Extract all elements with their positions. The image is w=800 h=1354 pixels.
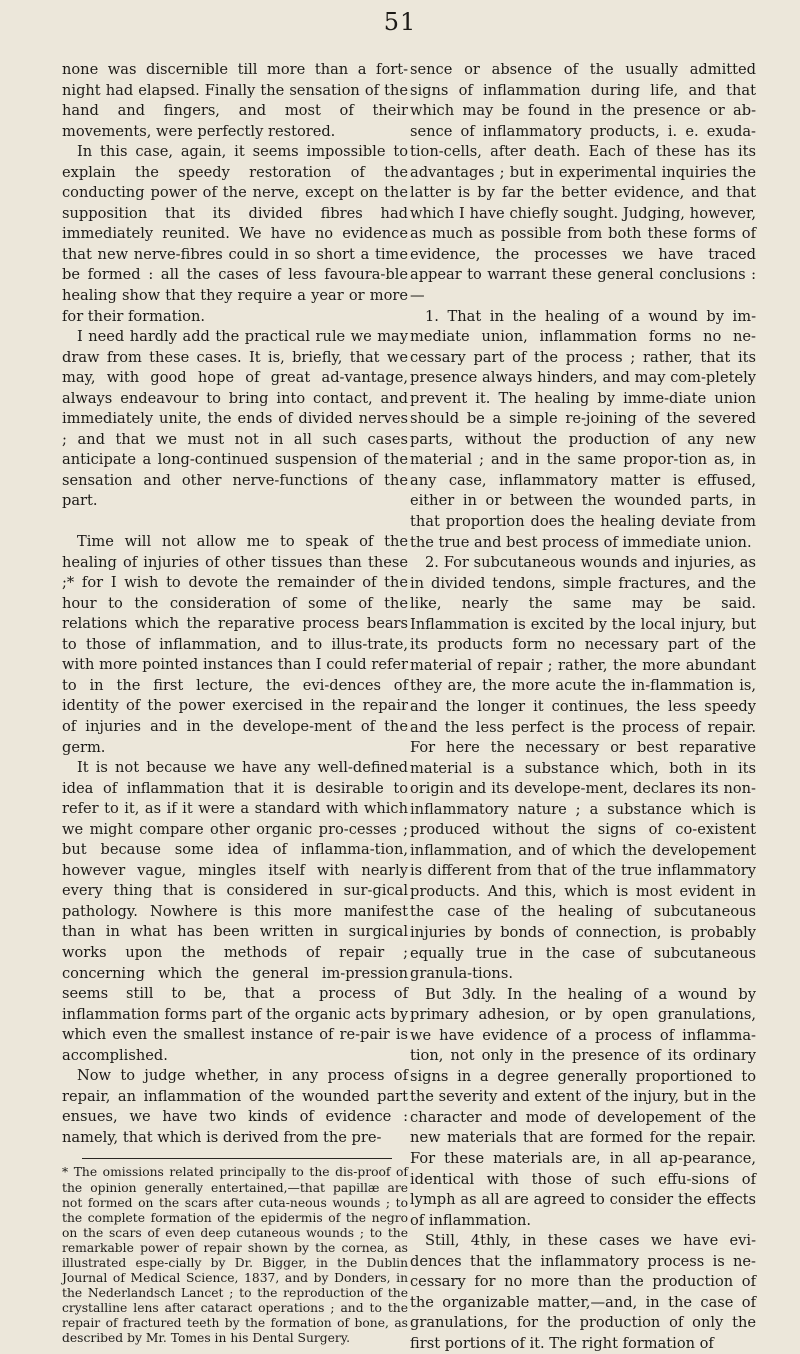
right-column xyxy=(410,60,756,1354)
footnote-divider xyxy=(82,1158,392,1159)
page-number: 51 xyxy=(383,8,417,36)
paragraph: 2. For subcutaneous wounds and injuries, as in divided tendons, simple fractures, and the like, nearly the same may be said. Inflammation is excited by the local injury, but its products form no necessary part of the material of repair ; rather, the more abundant they are, the more acute the in-flammation is, and the longer it continues, the less speedy and the less perfect is the process of repair. For here the necessary or best reparative material is a substance which, both in its origin and its develope-ment, declares its non-inflammatory nature ; a substance which is produced without the signs of co-existent inflammation, and of which the developement is different from that of the true inflammatory products. And this, which is most evident in the case of the healing of subcutaneous injuries by bonds of connection, is probably equally true in the case of subcutaneous granula-tions. xyxy=(410,554,756,983)
paragraph: In this case, again, it seems impossible to explain the speedy restoration of the conducting power of the nerve, except on the supposition that its divided fibres had immediately reunited. We have no evidence that new nerve-fibres could in so short a time be formed : all the cases of less favoura-ble healing show that they require a year or more for their formation. xyxy=(62,143,408,325)
paragraph: I need hardly add the practical rule we may draw from these cases. It is, briefly, that we may, with good hope of great ad-vantage, always endeavour to bring into contact, and immediately unite, the ends of divided nerves ; and that we must not in all such cases anticipate a long-continued suspension of the sensation and other nerve-functions of the part. xyxy=(62,328,408,510)
paragraph: It is not because we have any well-defined idea of inflammation that it is desirable to refer to it, as if it were a standard with which we might compare other organic pro-cesses ; but because some idea of inflamma-tion, however vague, mingles itself with nearly every thing that is considered in sur-gical pathology. Nowhere is this more manifest than in what has been written in surgical works upon the methods of repair ; concerning which the general im-pression seems still to be, that a process of inflammation forms part of the organic acts by which even the smallest instance of re-pair is accomplished. xyxy=(62,759,408,1064)
paragraph: 1. That in the healing of a wound by im-mediate union, inflammation forms no ne-cessary part of the process ; rather, that its presence always hinders, and may com-pletely prevent it. The healing by imme-diate union should be a simple re-joining of the severed parts, without the production of any new material ; and in the same propor-tion as, in any case, inflammatory matter is effused, either in or between the wounded parts, in that proportion does the healing deviate from the true and best process of immediate union. xyxy=(410,307,756,551)
paragraph: Still, 4thly, in these cases we have evi-dences that the inflammatory process is ne-cessary for no more than the production of the organizable matter,—and, in the case of granulations, for the production of only the first portions of it. The right formation of xyxy=(410,1232,756,1352)
paragraph: none was discernible till more than a fort-night had elapsed. Finally the sensation of the hand and fingers, and most of their movements, were perfectly restored. xyxy=(62,61,408,140)
left-column xyxy=(62,60,408,1347)
paragraph: But 3dly. In the healing of a wound by primary adhesion, or by open granulations, we have evidence of a process of inflamma-tion, not only in the presence of its ordinary signs in a degree generally proportioned to the severity and extent of the injury, but in the character and mode of developement of the new materials that are formed for the repair. For these materials are, in all ap-pearance, identical with those of such effu-sions of lymph as all are agreed to consider the effects of inflammation. xyxy=(410,985,756,1229)
footnote: * The omissions related principally to the dis-proof of the opinion generally entertained,—that papillæ are not formed on the scars after cuta-neous wounds ; to the complete formation of the epidermis of the negro on the scars of even deep cutaneous wounds ; to the remarkable power of repair shown by the cornea, as illustrated espe-cially by Dr. Bigger, in the Dublin Journal of Medical Science, 1837, and by Donders, in the Nederlandsch Lancet ; to the reproduction of the crystalline lens after cataract operations ; and to the repair of fractured teeth by the formation of bone, as described by Mr. Tomes in his Dental Surgery. xyxy=(62,1165,408,1346)
paragraph: Time will not allow me to speak of the healing of injuries of other tissues than these ;* for I wish to devote the remainder of the hour to the consideration of some of the relations which the reparative process bears to those of inflammation, and to illus-trate, with more pointed instances than I could refer to in the first lecture, the evi-dences of identity of the power exercised in the repair of injuries and in the develope-ment of the germ. xyxy=(62,533,408,756)
paragraph: Now to judge whether, in any process of repair, an inflammation of the wounded part ensues, we have two kinds of evidence : namely, that which is derived from the pre- xyxy=(62,1067,408,1146)
paragraph: sence or absence of the usually admitted signs of inflammation during life, and that which may be found in the presence or ab-sence of inflammatory products, i. e. exuda-tion-cells, after death. Each of these has its advantages ; but in experimental inquiries the latter is by far the better evidence, and that which I have chiefly sought. Judging, however, as much as possible from both these forms of evidence, the processes we have traced appear to warrant these general conclusions :— xyxy=(410,61,756,305)
